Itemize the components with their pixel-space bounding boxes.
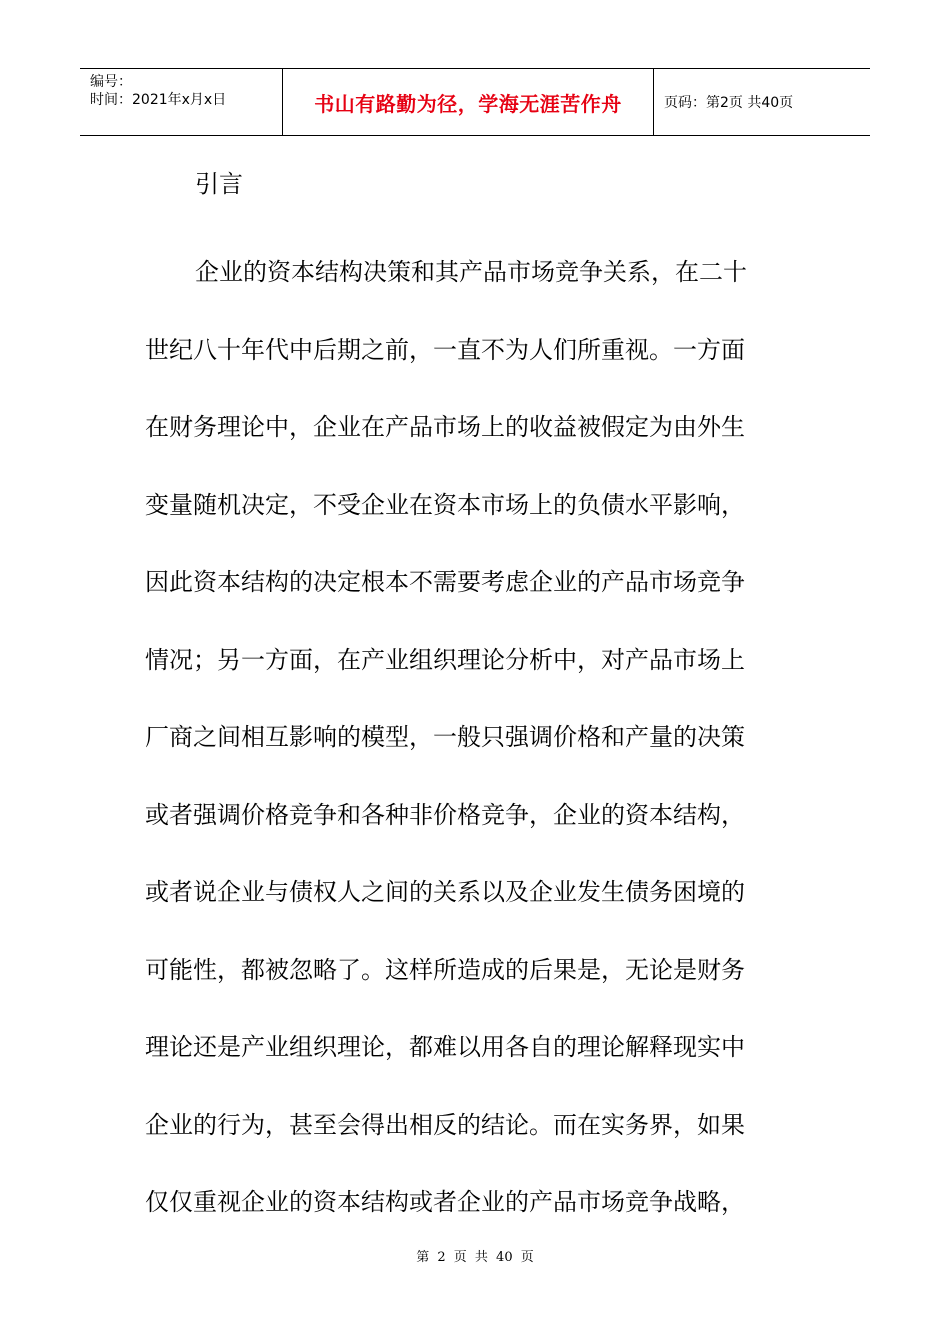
- document-date: 时间：2021年x月x日: [90, 92, 227, 108]
- text-line: 在财务理论中，企业在产品市场上的收益被假定为由外生: [145, 413, 745, 441]
- text-line: 变量随机决定，不受企业在资本市场上的负债水平影响，: [145, 490, 745, 519]
- text-line: 情况；另一方面，在产业组织理论分析中，对产品市场上: [145, 645, 745, 674]
- body-paragraph: [145, 234, 807, 1242]
- text-line: 可能性，都被忽略了。这样所造成的后果是，无论是财务: [145, 955, 745, 984]
- text-line: 或者强调价格竞争和各种非价格竞争，企业的资本结构，: [145, 800, 745, 829]
- text-line: 厂商之间相互影响的模型，一般只强调价格和产量的决策: [145, 723, 745, 751]
- text-line: 世纪八十年代中后期之前，一直不为人们所重视。一方面: [145, 335, 745, 364]
- header-meta: [80, 69, 282, 135]
- document-body: [145, 160, 807, 1242]
- text-line: 因此资本结构的决定根本不需要考虑企业的产品市场竞争: [145, 568, 745, 596]
- section-heading: 引言: [195, 170, 243, 198]
- page-footer: 第 2 页 共 40 页: [416, 1250, 534, 1265]
- text-line: 企业的行为，甚至会得出相反的结论。而在实务界，如果: [145, 1110, 745, 1139]
- header-page-info: 页码：第2页 共40页: [664, 95, 794, 111]
- text-line: 理论还是产业组织理论，都难以用各自的理论解释现实中: [145, 1033, 745, 1061]
- text-line: 企业的资本结构决策和其产品市场竞争关系，在二十: [195, 258, 747, 286]
- document-number-label: 编号：: [90, 74, 132, 90]
- document-header: [80, 68, 870, 136]
- header-motto: 书山有路勤为径，学海无涯苦作舟: [282, 69, 654, 135]
- text-line: 或者说企业与债权人之间的关系以及企业发生债务困境的: [145, 878, 745, 906]
- text-line: 仅仅重视企业的资本结构或者企业的产品市场竞争战略，: [145, 1188, 745, 1216]
